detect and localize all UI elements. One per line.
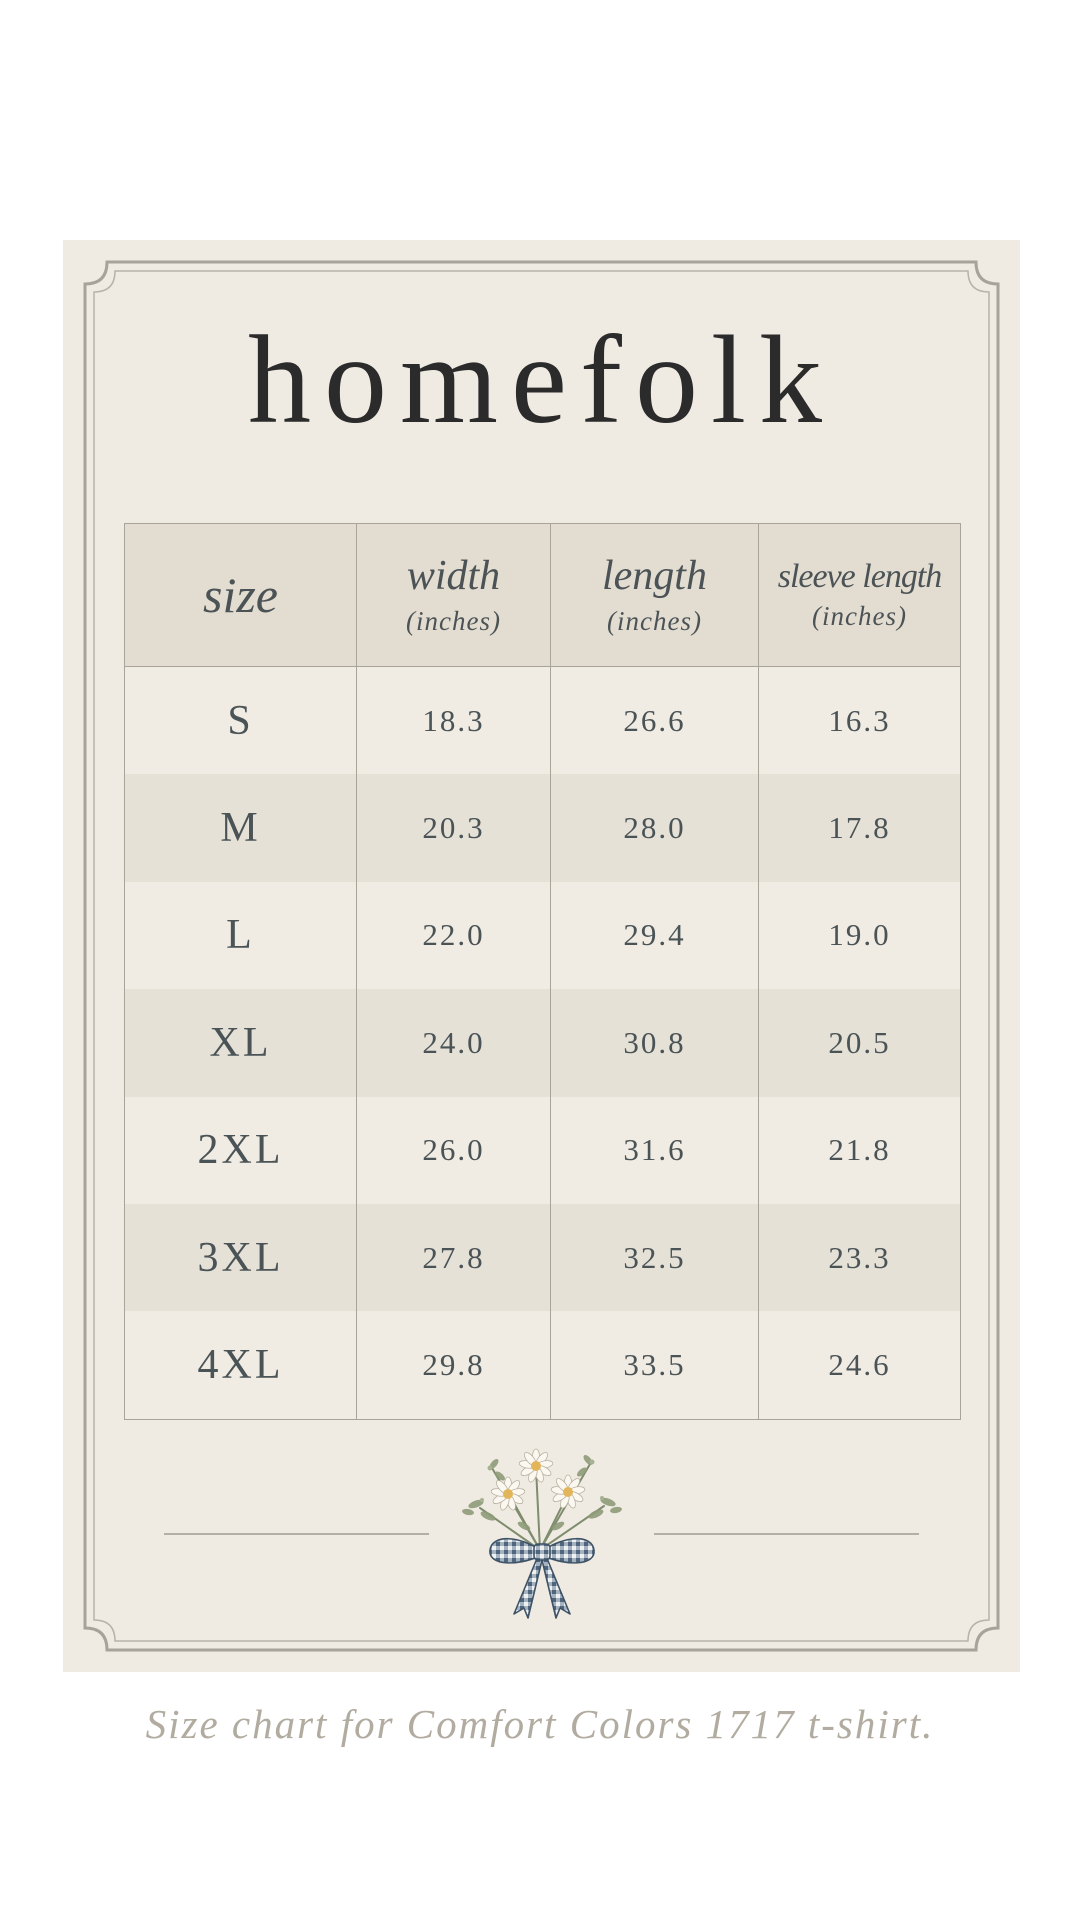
table-header-row — [125, 524, 961, 667]
table-row — [125, 1204, 961, 1311]
table-row — [125, 1097, 961, 1204]
header-length-label: length — [602, 553, 707, 600]
divider-left — [164, 1533, 429, 1535]
width-cell: 24.0 — [357, 989, 551, 1096]
sleeve-cell: 21.8 — [759, 1097, 961, 1204]
width-cell: 26.0 — [357, 1097, 551, 1204]
table-row — [125, 774, 961, 881]
sleeve-cell: 19.0 — [759, 882, 961, 989]
sleeve-cell: 16.3 — [759, 667, 961, 775]
caption: Size chart for Comfort Colors 1717 t-shirt. — [145, 1701, 935, 1747]
length-cell: 29.4 — [551, 882, 759, 989]
sleeve-cell: 17.8 — [759, 774, 961, 881]
header-sleeve-unit: (inches) — [812, 601, 907, 632]
size-cell: XL — [125, 989, 357, 1096]
header-width — [357, 524, 551, 667]
header-length-unit: (inches) — [607, 605, 702, 636]
size-cell: S — [125, 667, 357, 775]
sleeve-cell: 20.5 — [759, 989, 961, 1096]
divider-right — [654, 1533, 919, 1535]
header-width-label: width — [406, 553, 501, 600]
daisy-bouquet-icon — [440, 1438, 644, 1624]
size-cell: 3XL — [125, 1204, 357, 1311]
width-cell: 29.8 — [357, 1311, 551, 1419]
table-row — [125, 667, 961, 775]
length-cell: 31.6 — [551, 1097, 759, 1204]
header-length — [551, 524, 759, 667]
length-cell: 30.8 — [551, 989, 759, 1096]
size-cell: 4XL — [125, 1311, 357, 1419]
header-sleeve-length — [759, 524, 961, 667]
header-sleeve-label: sleeve length — [777, 557, 942, 595]
brand-title: homefolk — [248, 311, 835, 450]
length-cell: 26.6 — [551, 667, 759, 775]
sleeve-cell: 24.6 — [759, 1311, 961, 1419]
width-cell: 20.3 — [357, 774, 551, 881]
length-cell: 28.0 — [551, 774, 759, 881]
header-size-label: size — [203, 566, 278, 623]
size-cell: 2XL — [125, 1097, 357, 1204]
size-cell: L — [125, 882, 357, 989]
table-row — [125, 882, 961, 989]
length-cell: 33.5 — [551, 1311, 759, 1419]
width-cell: 27.8 — [357, 1204, 551, 1311]
width-cell: 18.3 — [357, 667, 551, 775]
width-cell: 22.0 — [357, 882, 551, 989]
header-size — [125, 524, 357, 667]
length-cell: 32.5 — [551, 1204, 759, 1311]
sleeve-cell: 23.3 — [759, 1204, 961, 1311]
size-table — [124, 523, 961, 1420]
table-row — [125, 989, 961, 1096]
size-cell: M — [125, 774, 357, 881]
table-row — [125, 1311, 961, 1419]
size-chart-card — [63, 240, 1020, 1672]
header-width-unit: (inches) — [406, 605, 501, 636]
